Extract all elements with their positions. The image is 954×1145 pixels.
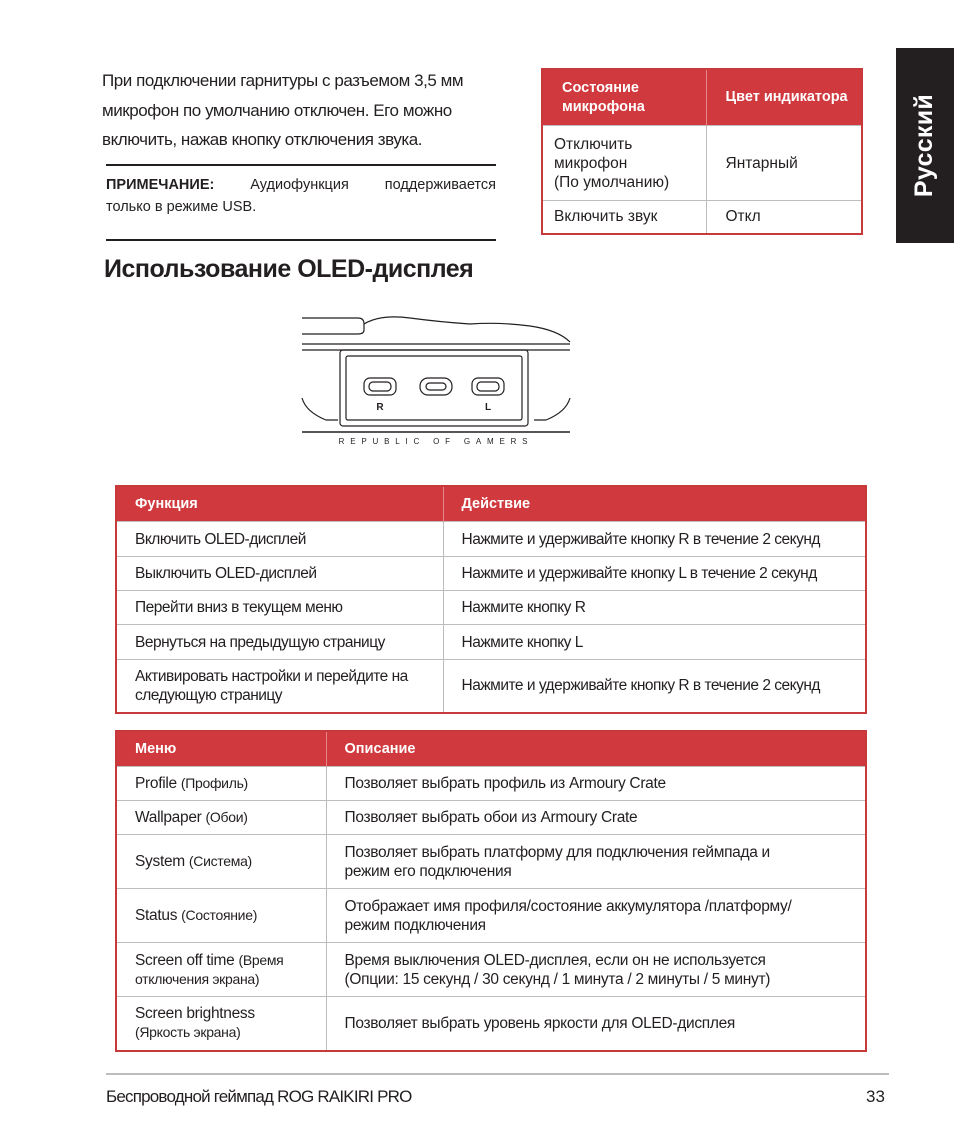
device-outline bbox=[364, 317, 570, 342]
table-row bbox=[542, 126, 862, 201]
menu-desc-cell: Позволяет выбрать профиль из Armoury Crate bbox=[326, 767, 866, 801]
cell-line: Отображает имя профиля/состояние аккумулятора /платформу/ bbox=[344, 897, 792, 915]
action-cell: Нажмите и удерживайте кнопку L в течение 2 секунд bbox=[443, 557, 866, 591]
note-word: поддерживается bbox=[384, 177, 496, 193]
indicator-color-cell: Янтарный bbox=[706, 126, 862, 201]
table-row bbox=[116, 835, 866, 889]
intro-paragraph bbox=[102, 66, 530, 155]
language-tab bbox=[896, 48, 954, 243]
header-function: Функция bbox=[116, 486, 443, 522]
cell-line: следующую страницу bbox=[135, 686, 283, 704]
menu-name-ru: (Состояние) bbox=[181, 907, 258, 923]
table-row bbox=[116, 660, 866, 713]
table-header-row bbox=[116, 731, 866, 767]
footer-divider bbox=[106, 1073, 889, 1075]
button-r-label: R bbox=[376, 402, 384, 413]
oled-panel-inner bbox=[346, 356, 522, 420]
language-tab-label: Русский bbox=[910, 93, 939, 198]
gamepad-oled-illustration bbox=[300, 312, 572, 452]
mic-state-cell bbox=[542, 126, 706, 201]
function-cell bbox=[116, 660, 443, 713]
menu-name-cell bbox=[116, 943, 326, 997]
menu-desc-cell bbox=[326, 943, 866, 997]
note-line-2: только в режиме USB. bbox=[106, 199, 257, 215]
note-label: ПРИМЕЧАНИЕ: bbox=[106, 177, 215, 193]
menu-name-cell bbox=[116, 801, 326, 835]
action-cell: Нажмите и удерживайте кнопку R в течение 2 секунд bbox=[443, 522, 866, 557]
cell-line: (Опции: 15 секунд / 30 секунд / 1 минута / 2 минуты / 5 минут) bbox=[344, 970, 771, 988]
menu-desc-cell: Позволяет выбрать уровень яркости для OLED-дисплея bbox=[326, 997, 866, 1051]
menu-name: Wallpaper bbox=[135, 809, 202, 826]
table-row bbox=[116, 943, 866, 997]
function-table bbox=[115, 485, 867, 714]
action-cell: Нажмите кнопку R bbox=[443, 591, 866, 625]
menu-name: Profile bbox=[135, 775, 177, 792]
function-cell: Перейти вниз в текущем меню bbox=[116, 591, 443, 625]
cell-line: режим его подключения bbox=[344, 862, 512, 880]
device-outline bbox=[302, 318, 364, 334]
table-row bbox=[116, 522, 866, 557]
menu-name-cell bbox=[116, 767, 326, 801]
menu-desc-cell bbox=[326, 889, 866, 943]
function-cell: Выключить OLED-дисплей bbox=[116, 557, 443, 591]
function-cell: Вернуться на предыдущую страницу bbox=[116, 625, 443, 660]
usb-c-port-icon bbox=[420, 378, 452, 395]
menu-name-ru: (Обои) bbox=[205, 809, 248, 825]
menu-name: Screen brightness bbox=[135, 1005, 255, 1023]
intro-line: При подключении гарнитуры с разъемом 3,5 мм bbox=[102, 71, 464, 90]
page-number: 33 bbox=[866, 1087, 885, 1106]
menu-desc-cell: Позволяет выбрать обои из Armoury Crate bbox=[326, 801, 866, 835]
note-line-1 bbox=[106, 174, 496, 196]
menu-name: Status bbox=[135, 907, 178, 924]
action-cell: Нажмите кнопку L bbox=[443, 625, 866, 660]
table-row bbox=[116, 557, 866, 591]
cell-line: микрофон bbox=[554, 154, 628, 172]
cell-line: Отключить bbox=[554, 135, 633, 153]
section-heading: Использование OLED-дисплея bbox=[104, 255, 474, 283]
cell-line: Активировать настройки и перейдите на bbox=[135, 667, 408, 685]
table-row bbox=[116, 767, 866, 801]
table-row bbox=[542, 201, 862, 234]
table-header-row bbox=[116, 486, 866, 522]
cell-line: Время выключения OLED-дисплея, если он не используется bbox=[344, 951, 766, 969]
device-outline bbox=[302, 398, 338, 420]
mic-state-cell: Включить звук bbox=[542, 201, 706, 234]
button-l-label: L bbox=[484, 402, 492, 413]
table-row bbox=[116, 889, 866, 943]
indicator-color-cell: Откл bbox=[706, 201, 862, 234]
cell-line: (По умолчанию) bbox=[554, 173, 670, 191]
menu-name-cell bbox=[116, 889, 326, 943]
table-row bbox=[116, 997, 866, 1051]
cell-line: режим подключения bbox=[344, 916, 486, 934]
menu-name-ru-line2: отключения экрана) bbox=[135, 970, 260, 987]
header-mic-state: Состояние микрофона bbox=[542, 69, 706, 126]
note-word: Аудиофункция bbox=[250, 177, 349, 193]
brand-text: REPUBLIC OF GAMERS bbox=[338, 437, 534, 446]
intro-line: микрофон по умолчанию отключен. Его можно bbox=[102, 100, 452, 120]
header-menu: Меню bbox=[116, 731, 326, 767]
action-cell: Нажмите и удерживайте кнопку R в течение 2 секунд bbox=[443, 660, 866, 713]
header-action: Действие bbox=[443, 486, 866, 522]
note-box bbox=[106, 164, 496, 241]
oled-panel bbox=[340, 350, 528, 426]
table-row bbox=[116, 801, 866, 835]
table-header-row bbox=[542, 69, 862, 126]
menu-table bbox=[115, 730, 867, 1052]
function-cell: Включить OLED-дисплей bbox=[116, 522, 443, 557]
menu-name-ru: (Профиль) bbox=[180, 775, 248, 791]
menu-name-cell bbox=[116, 835, 326, 889]
menu-desc-cell bbox=[326, 835, 866, 889]
header-description: Описание bbox=[326, 731, 866, 767]
menu-name-ru-line2: (Яркость экрана) bbox=[135, 1024, 241, 1041]
table-row bbox=[116, 591, 866, 625]
header-indicator-color: Цвет индикатора bbox=[706, 69, 862, 126]
table-row bbox=[116, 625, 866, 660]
intro-line: включить, нажав кнопку отключения звука. bbox=[102, 130, 423, 149]
cell-line: Позволяет выбрать платформу для подключения геймпада и bbox=[344, 843, 770, 861]
menu-name-cell bbox=[116, 997, 326, 1051]
device-outline bbox=[534, 398, 570, 420]
menu-name-ru: (Система) bbox=[188, 853, 252, 869]
footer-title: Беспроводной геймпад ROG RAIKIRI PRO bbox=[106, 1087, 412, 1106]
mic-state-table bbox=[541, 68, 863, 235]
menu-name: System bbox=[135, 853, 185, 870]
menu-name: Screen off time bbox=[135, 951, 235, 969]
menu-name-ru: (Время bbox=[238, 951, 284, 968]
